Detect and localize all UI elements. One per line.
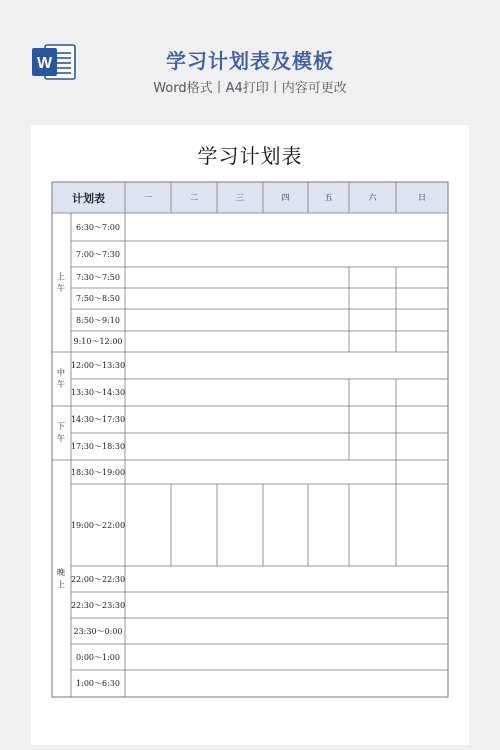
day-header-4: 四 [281,193,290,202]
day-header-7: 日 [418,193,426,202]
period-label [52,271,70,295]
time-slot-label: 6:30～7:00 [76,222,120,232]
time-slot-label: 19:00～22:00 [70,520,126,530]
period-label-char: 上 [57,579,65,589]
period-label [52,367,70,391]
period-label [52,567,70,591]
time-slot-label: 14:30～17:30 [70,415,126,424]
header-title: 学习计划表及模板 [166,49,334,73]
time-slot-label: 17:30～18:30 [70,442,126,451]
time-slot-label: 7:50～8:50 [76,294,120,303]
day-header-3: 三 [236,193,244,202]
time-slot-label: 9:10～12:00 [73,337,123,346]
time-slot-label: 13:30～14:30 [70,388,126,397]
document-title: 学习计划表 [197,144,303,168]
day-header-5: 五 [324,193,333,202]
period-label-char: 晚 [57,567,65,577]
time-slot-label: 0:00～1:00 [76,652,120,662]
period-label-char: 上 [57,271,65,281]
period-label-char: 下 [57,422,65,431]
time-slot-label: 12:00～13:30 [70,361,126,370]
time-slot-label: 22:00～22:30 [70,574,126,584]
period-label-char: 中 [57,368,65,377]
day-header-1: 一 [144,193,152,202]
time-slot-label: 22:30～23:30 [70,600,126,610]
time-slot-label: 23:30～0:00 [73,626,123,636]
time-slot-label: 18:30～19:00 [70,467,126,477]
period-label-char: 午 [57,380,65,389]
period-label [52,421,70,445]
time-slot-label: 8:50～9:10 [76,315,120,325]
header-subtitle: Word格式丨A4打印丨内容可更改 [153,81,347,96]
word-icon-letter: W [36,55,53,72]
corner-label: 计划表 [72,192,105,205]
period-label-char: 午 [57,434,65,443]
day-header-2: 二 [190,193,198,202]
time-slot-label: 7:30～7:50 [76,273,120,282]
time-slot-label: 1:00～6:30 [76,679,120,688]
period-label-char: 午 [57,283,65,293]
day-header-6: 六 [368,193,377,202]
time-slot-label: 7:00～7:30 [76,249,120,259]
